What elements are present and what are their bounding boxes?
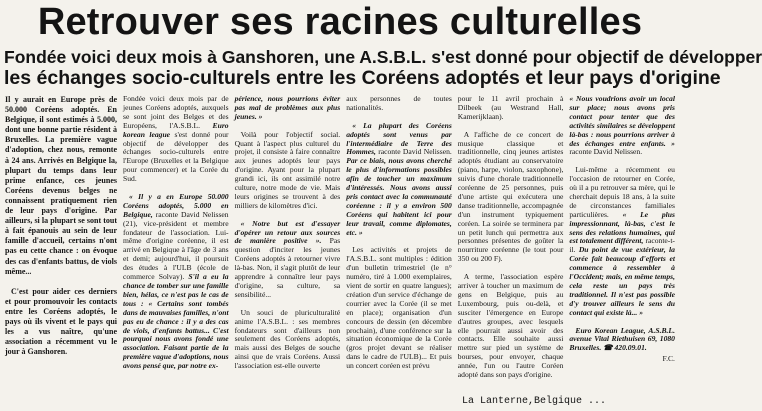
quote: « La plupart des Coréens adoptés sont venus par l'intermédiaire de Terre des Hommes, (346, 120, 452, 157)
column-5-paragraph-1: pour le 11 avril prochain à Dilbeek (au Westrand Hall, Kamerijklaan). (457, 94, 564, 121)
column-4 (346, 95, 452, 395)
source-caption: La Lanterne,Belgique ... (462, 396, 607, 407)
column-6-paragraph-2 (569, 166, 675, 317)
column-3-paragraph-1 (235, 95, 341, 122)
column-6 (569, 95, 675, 395)
column-2-paragraph-1 (123, 95, 229, 184)
association-name: Euro korean league (123, 120, 229, 139)
column-3-paragraph-3 (235, 220, 341, 300)
column-5 (458, 95, 564, 395)
headline: Retrouver ses racines culturelles (37, 1, 643, 43)
column-5-paragraph-3: A terme, l'association espère arriver à toucher un maximum de gens en Belgique, puis au Luxembourg, puis ou-delà, et susciter l'émergence en Europe d'autres groupes, avec lesquels elle pourrait aussi avoir des contacts. Elle souhaite aussi mettre sur pied un système de bourses, pour envoyer, chaque année, l'un ou l'autre Coréen adopté dans son pays d'origine. (457, 272, 564, 380)
column-2 (123, 95, 229, 395)
column-1 (5, 95, 117, 395)
subhead-line-2: les échanges socio-culturels entre les Coréens adoptés et leur pays d'origine (4, 67, 721, 89)
quote: Du point de vue extérieur, la Corée fait beaucoup d'efforts et commence à ressembler à l'Occident; mais, en même temps, cela reste un pays très traditionnel. Il n'est pas possible d'y trouver ailleurs le sens du contact qui existe là... » (569, 245, 675, 317)
quote: périence, nous pourrions éviter pas mal de problèmes aux plus jeunes. » (234, 94, 341, 121)
column-3-text: Pas question d'inciter les jeunes Coréens adoptés à retourner vivre là-bas. Non, il s'agit plutôt de leur apprendre à connaître leur pays d'origine, sa culture, sa sensibilité... (234, 236, 341, 299)
column-4-text: raconte David Nelissen. (378, 147, 452, 157)
quote: S'il a eu la chance de tomber sur une famille bien, hélas, ce n'est pas le cas de tous : « Certains sont tombés dans de mauvaises familles, n'ont pas eu de chance : il y a des cas de viols, d'enfants battus... C'est pourquoi nous avons fondé une association. Faisant partie de la première vague d'adoptions, nous avons pensé que, par notre ex- (123, 272, 229, 371)
column-3-paragraph-2: Voilà pour l'objectif social. Quant à l'aspect plus culturel du projet, il consiste à faire connaître aux jeunes adoptés leur pays d'origine. Ayant pour la plupart grandi ici, ils ont assimilé notre culture, notre mode de vie. Mais leurs origines se trouvent à des milliers de kilomètres d'ici. (234, 129, 341, 210)
column-2-text: Fondée voici deux mois par de jeunes Coréens adoptés, auxquels se sont joint des Belges et des Européens, l'A.S.B.L. (123, 94, 229, 130)
quote: « Il y a en Europe 50.000 Coréens adoptés, 5.000 en Belgique, (123, 191, 229, 219)
column-1-paragraph-1: Il y aurait en Europe près de 50.000 Coréens adoptés. En Belgique, il sont estimés à 5.000, dont une bonne partie résident à Bruxelles. La première vague d'adoption, chez nous, remonte à 24 ans. Arrivés en Belgique la, plupart du temps dans leur prime enfance, ces jeunes Coréens devenus belges ne connaissent pratiquement rien de leur pays d'origine. Par ailleurs, si la plupart se sont tout à fait épanouis au sein de leur famille d'accueil, certains n'ont pas eu cette chance : on évoque des cas d'enfants battus, de viols même... (5, 95, 117, 276)
quote: « Notre but est d'essayer d'opérer un retour aux sources de manière positive ». (234, 218, 341, 246)
column-1-paragraph-2: C'est pour aider ces derniers et pour promouvoir les contacts entre les Coréens adoptés, le pays où ils vivent et le pays qui les a vus naître, qu'une association a récemment vu le jour à Ganshoren. (5, 286, 117, 357)
contact-address: Euro Korean League, A.S.B.L. avenue Vital Riethuisen 69, 1080 Bruxelles. ☎ 420.09.01. (569, 325, 675, 353)
column-2-text: s'est donné pour objectif de développer des échanges socio-culturels entre l'Europe (Bruxelles et la Belgique pour commencer) et la Corée du Sud. (123, 129, 229, 184)
column-2-text: raconte David Nelissen (21), vice-président et membre fondateur de l'association. Lui-même d'origine coréenne, il est arrivé en Belgique à l'âge de 3 ans et demi; aujourd'hui, il poursuit des études à l'ULB (école de commerce Solvay). (123, 209, 229, 282)
subhead-line-1: Fondée voici deux mois à Ganshoren, une A.S.B.L. s'est donné pour objectif de développer (4, 47, 762, 67)
column-4-paragraph-3: Les activités et projets de l'A.S.B.L. sont multiples : édition d'un bulletin trimestriel (le n° numéro, tiré à 1.000 exemplaires, vient de sortir en quatre langues); création d'un service d'échange de courrier avec la Corée (il se met en place); organisation d'un concours de dessin (en décembre prochain), d'une conférence sur la situation économique de la Corée (gros projet devant se réaliser dans le cadre de l'ULB)... Et puis un concert coréen est prévu (346, 245, 452, 371)
column-4-paragraph-1: aux personnes de toutes nationalités. (346, 94, 452, 112)
quote: Par ce biais, nous avons cherché le plus d'informations possibles afin de toucher un maximum d'intéressés. Nous avons aussi pris contact avec la communauté coréenne : il y a environ 500 Coréens qui habitent ici pour leur travail, comme diplomates, etc. » (346, 156, 452, 237)
column-6-text: raconte-t-il. (569, 236, 675, 255)
column-6-text: raconte David Nelissen. (569, 147, 643, 157)
column-3 (235, 95, 341, 395)
column-6-paragraph-1 (569, 95, 675, 157)
author-initials: F.C. (662, 354, 675, 364)
column-2-paragraph-2 (123, 193, 229, 371)
article-columns (5, 95, 675, 395)
column-5-paragraph-2: A l'affiche de ce concert de musique classique et traditionnelle, cinq jeunes artistes adoptés étudiant au conservatoire (piano, harpe, violon, saxophone), suivis d'une chorale traditionnelle coréenne de 25 personnes, puis d'une artiste qui exécutera une danse traditionnelle, accompagnée d'un instrument typiquement coréen. La soirée se terminera par un petit lunch qui permettra aux personnes présentes de goûter la nourriture coréenne (le tout pour 350 ou 200 F). (457, 129, 564, 264)
column-6-text: Lui-même a récemment eu l'occasion de retourner en Corée, où il a pu retrouver sa mère, qui le cherchait depuis 18 ans, à la suite de circonstances familiales particulières. (569, 165, 675, 219)
quote: « Nous voudrions avoir un local sur place; nous avons pris contact pour tenter que des activités similaires se développent là-bas : nous pourrions arriver à des échanges entre enfants. » (569, 94, 675, 148)
subhead (4, 47, 762, 89)
column-3-paragraph-4: Un souci de pluriculturalité anime l'A.S.B.L. : ses membres fondateurs sont d'ailleurs non seulement des Coréens adoptés, mais aussi des Belges de souche ainsi que de vrais Coréens. Aussi l'association est-elle ouverte (234, 307, 341, 371)
column-4-paragraph-2 (346, 122, 452, 238)
quote: « Le plus impressionnant, là-bas, c'est le sens des relations humaines, qui est totalement différent, (569, 209, 675, 246)
